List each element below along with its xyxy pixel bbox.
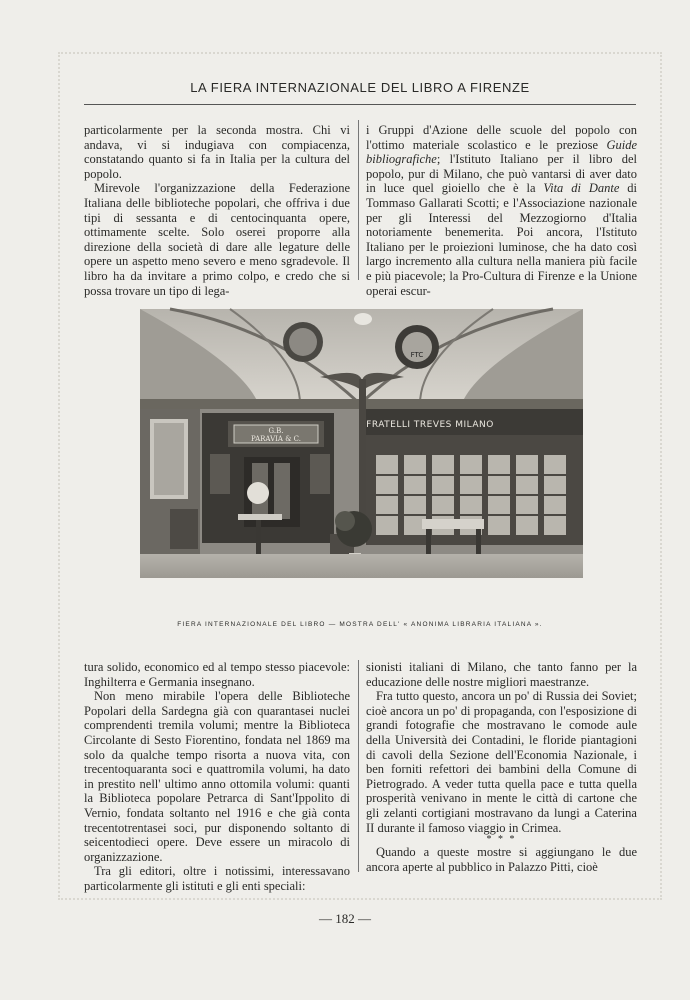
bottom-left-column (84, 660, 350, 893)
paragraph: Mirevole l'organizzazione della Federazione Italiana delle biblioteche popolari, che offriva i due tipi di sessanta e di centocinquanta opere, ottimamente scelte. Solo oserei proporre alla direzione della società di dare alle legature delle opere un aspetto meno severo e meno sgradevole. Il libro ha da invitare a primo colpo, e credo che si possa trovare un tipo di lega- (84, 181, 350, 298)
photo-caption: FIERA INTERNAZIONALE DEL LIBRO — MOSTRA DELL' « ANONIMA LIBRARIA ITALIANA ». (177, 621, 543, 628)
exhibition-photo (140, 309, 583, 578)
paragraph: sionisti italiani di Milano, che tanto fanno per la educazione delle nostre migliori maestranze. (366, 660, 637, 689)
paragraph: Non meno mirabile l'opera delle Biblioteche Popolari della Sardegna già con quarantasei nuclei comprendenti tremila volumi; mentre la Biblioteca Circolante di Sesto Fiorentino, fondata nel 1869 ma solo da qualche tempo risorta a nuova vita, con trecentoquaranta soci e quattromila volumi, ha dato in prestito nell' ultimo anno ottomila volumi: quanti la Biblioteca popolare Petrarca di Sant'Ippolito di Vernio, fondata soltanto nel 1916 e che già conta trecentotrentasei soci, pur disponendo soltanto di seicentodieci opere. Deve essere un miracolo di organizzazione. (84, 689, 350, 864)
booth-sign-line1: G.B. (268, 427, 284, 435)
top-left-column (84, 123, 350, 298)
paragraph: Quando a queste mostre si aggiungano le due ancora aperte al pubblico in Palazzo Pitti, cioè (366, 845, 637, 874)
booth-sign-line2: PARAVIA & C. (251, 435, 301, 443)
paragraph: Fra tutto questo, ancora un po' di Russia dei Soviet; cioè ancora un po' di propaganda, con l'esposizione di grandi fotografie che mostravano le comode aule della Università dei Contadini, le floride piantagioni di cavoli della Sezione dell'Economia Nazionale, i ben forniti refettori dei bambini della Comune di Pietrogrado. A veder tutta quella pace e tutta quella prosperità venivano in mente le città di cartone che gli zelanti cortigiani mostravano da lungi a Caterina II durante il famoso viaggio in Crimea. (366, 689, 637, 835)
booth-sign-treves: FRATELLI TREVES MILANO (366, 420, 494, 430)
asterism: * * * (486, 834, 517, 846)
paragraph: Tra gli editori, oltre i notissimi, interessavano particolarmente gli istituti e gli enti speciali: (84, 864, 350, 893)
paragraph: i Gruppi d'Azione delle scuole del popolo con l'ottimo materiale scolastico e le preziose Guide bibliografiche; l'Istituto Italiano per il libro del popolo, pur di Milano, che può vantarsi di aver dato in luce quel gioiello che è la Vita di Dante di Tommaso Gallarati Scotti; e l'Associazione nazionale per gli Interessi del Mezzogiorno d'Italia notoriamente benemerita. Poi ancora, l'Istituto Italiano per le proiezioni luminose, che ha dato così largo incremento alla cultura nella maniera più facile e più piacevole; la Pro-Cultura di Firenze e la Unione operai escur- (366, 123, 637, 298)
bottom-right-column (366, 660, 637, 876)
paragraph: tura solido, economico ed al tempo stesso piacevole: Inghilterra e Germania insegnano. (84, 660, 350, 689)
italic-title: Vita di Dante (543, 181, 620, 196)
page-number: — 182 — (319, 911, 371, 926)
running-header: LA FIERA INTERNAZIONALE DEL LIBRO A FIRENZE (190, 80, 530, 95)
column-divider (358, 120, 359, 280)
italic-title: Guide bibliografiche (366, 137, 637, 167)
top-right-column (366, 123, 637, 298)
column-divider (358, 660, 359, 872)
emblem-label: FTC (410, 351, 424, 359)
header-rule (84, 104, 636, 105)
paragraph: particolarmente per la seconda mostra. Chi vi andava, vi si indugiava con compiacenza, constatando quanto si fa in Italia per la cultura del popolo. (84, 123, 350, 181)
